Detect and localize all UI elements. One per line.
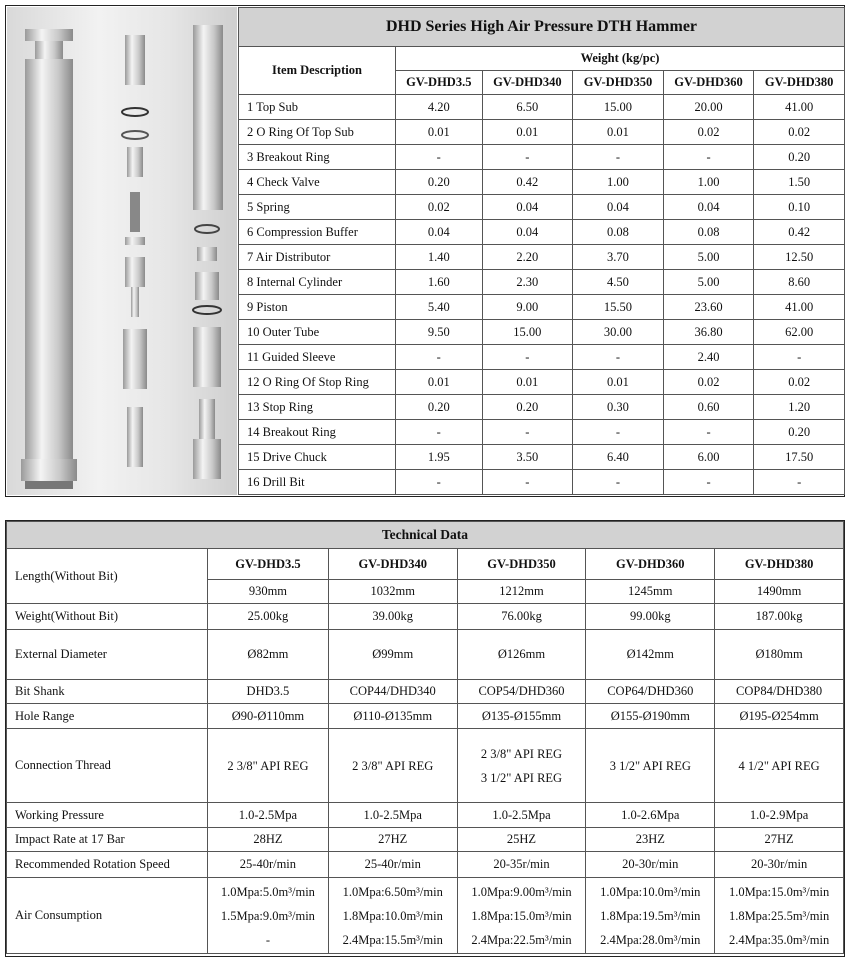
- tech-value: 187.00kg: [715, 604, 844, 630]
- weight-value: 5.00: [663, 245, 754, 270]
- weight-value: -: [396, 145, 483, 170]
- tech-value-line: 2.4Mpa:22.5m³/min: [471, 932, 572, 947]
- weight-value: 0.02: [754, 370, 845, 395]
- weight-row: [239, 295, 845, 320]
- tech-row-label: Hole Range: [7, 704, 208, 729]
- weight-value: 0.01: [396, 370, 483, 395]
- weight-value: 1.60: [396, 270, 483, 295]
- tech-value: 25-40r/min: [208, 852, 329, 878]
- model-header: GV-DHD3.5: [396, 71, 483, 95]
- length-value: 1212mm: [457, 580, 586, 604]
- tech-value: [328, 729, 457, 803]
- tech-value: 1.0-2.9Mpa: [715, 803, 844, 828]
- tech-value-line: 1.8Mpa:19.5m³/min: [600, 908, 701, 923]
- model-header: GV-DHD360: [663, 71, 754, 95]
- tech-value: 20-30r/min: [715, 852, 844, 878]
- tech-value: Ø99mm: [328, 630, 457, 680]
- exploded-parts-right: [193, 25, 223, 479]
- tech-value: COP44/DHD340: [328, 680, 457, 704]
- tech-value: 99.00kg: [586, 604, 715, 630]
- weight-value: 5.00: [663, 270, 754, 295]
- item-description: 8 Internal Cylinder: [239, 270, 396, 295]
- air-consumption-label: Air Consumption: [7, 878, 208, 954]
- model-header: GV-DHD380: [715, 549, 844, 580]
- tech-value-line: 1.0Mpa:6.50m³/min: [342, 884, 443, 899]
- item-description: 3 Breakout Ring: [239, 145, 396, 170]
- weight-value: -: [573, 420, 664, 445]
- item-description: 15 Drive Chuck: [239, 445, 396, 470]
- item-description: 7 Air Distributor: [239, 245, 396, 270]
- weight-value: 1.00: [573, 170, 664, 195]
- length-value: 1032mm: [328, 580, 457, 604]
- weight-value: 15.50: [573, 295, 664, 320]
- weight-row: [239, 470, 845, 495]
- weight-value: 1.20: [754, 395, 845, 420]
- weight-value: 1.00: [663, 170, 754, 195]
- weight-value: 0.20: [396, 170, 483, 195]
- hammer-exploded-view-illustration: [7, 7, 237, 495]
- model-header: GV-DHD340: [328, 549, 457, 580]
- tech-value: Ø155-Ø190mm: [586, 704, 715, 729]
- weight-row: [239, 420, 845, 445]
- weight-value: 0.20: [396, 395, 483, 420]
- weight-row: [239, 95, 845, 120]
- weight-value: 8.60: [754, 270, 845, 295]
- weight-value: 20.00: [663, 95, 754, 120]
- tech-value: [457, 878, 586, 954]
- weights-table: [238, 7, 845, 495]
- connection-thread-label: Connection Thread: [7, 729, 208, 803]
- air-consumption-row: [7, 878, 844, 954]
- tech-value: Ø180mm: [715, 630, 844, 680]
- model-header: GV-DHD3.5: [208, 549, 329, 580]
- weight-value: -: [754, 470, 845, 495]
- weight-value: 23.60: [663, 295, 754, 320]
- tech-value: [208, 878, 329, 954]
- tech-value-line: 1.0Mpa:9.00m³/min: [471, 884, 572, 899]
- weight-value: 9.00: [482, 295, 573, 320]
- technical-data-panel: [5, 520, 845, 957]
- item-description: 1 Top Sub: [239, 95, 396, 120]
- weight-value: 3.50: [482, 445, 573, 470]
- length-label: Length(Without Bit): [7, 549, 208, 604]
- weight-value: 2.20: [482, 245, 573, 270]
- tech-row: [7, 630, 844, 680]
- weight-row: [239, 345, 845, 370]
- tech-value-line: 1.8Mpa:25.5m³/min: [728, 908, 830, 923]
- weight-value: 0.60: [663, 395, 754, 420]
- tech-value-line: 1.5Mpa:9.0m³/min: [220, 908, 315, 923]
- tech-row: [7, 604, 844, 630]
- tech-value-line: 3 1/2" API REG: [480, 770, 563, 785]
- weight-value: 6.40: [573, 445, 664, 470]
- weight-value: 15.00: [573, 95, 664, 120]
- tech-value-line: 1.0Mpa:5.0m³/min: [220, 884, 315, 899]
- tech-value: 25.00kg: [208, 604, 329, 630]
- tech-value-line: 2.4Mpa:28.0m³/min: [600, 932, 701, 947]
- tech-value-line: 1.0Mpa:10.0m³/min: [600, 884, 701, 899]
- tech-value: Ø126mm: [457, 630, 586, 680]
- item-description: 11 Guided Sleeve: [239, 345, 396, 370]
- weight-value: 0.04: [663, 195, 754, 220]
- weight-value: 36.80: [663, 320, 754, 345]
- weight-value: -: [573, 345, 664, 370]
- tech-value-line: 1.8Mpa:15.0m³/min: [471, 908, 572, 923]
- weight-value: 0.04: [573, 195, 664, 220]
- tech-value-line: 2.4Mpa:15.5m³/min: [342, 932, 443, 947]
- tech-value: 1.0-2.5Mpa: [328, 803, 457, 828]
- weight-value: 2.30: [482, 270, 573, 295]
- tech-value-line: -: [265, 932, 270, 947]
- tech-value: [715, 878, 844, 954]
- weights-table-body: [239, 95, 845, 495]
- weight-value: -: [573, 145, 664, 170]
- tech-value: 27HZ: [328, 828, 457, 852]
- weight-value: -: [573, 470, 664, 495]
- weight-value: 3.70: [573, 245, 664, 270]
- weight-value: -: [482, 470, 573, 495]
- weight-value: 0.01: [482, 120, 573, 145]
- tech-value: 28HZ: [208, 828, 329, 852]
- tech-value: COP54/DHD360: [457, 680, 586, 704]
- weight-row: [239, 195, 845, 220]
- weight-value: -: [663, 145, 754, 170]
- tech-value: [328, 878, 457, 954]
- item-description: 5 Spring: [239, 195, 396, 220]
- tech-value: Ø110-Ø135mm: [328, 704, 457, 729]
- tech-row-label: Recommended Rotation Speed: [7, 852, 208, 878]
- tech-value: 20-30r/min: [586, 852, 715, 878]
- tech-value: Ø82mm: [208, 630, 329, 680]
- weight-value: 5.40: [396, 295, 483, 320]
- exploded-parts-left: [122, 35, 148, 467]
- weights-table-title: DHD Series High Air Pressure DTH Hammer: [239, 8, 845, 47]
- weight-value: 41.00: [754, 295, 845, 320]
- tech-value: COP84/DHD380: [715, 680, 844, 704]
- weight-value: 0.01: [573, 370, 664, 395]
- tech-value-line: 2 3/8" API REG: [227, 758, 309, 773]
- tech-value: 39.00kg: [328, 604, 457, 630]
- connection-thread-row: [7, 729, 844, 803]
- weight-value: 1.40: [396, 245, 483, 270]
- weight-value: 0.42: [754, 220, 845, 245]
- item-description: 2 O Ring Of Top Sub: [239, 120, 396, 145]
- tech-value: [208, 729, 329, 803]
- tech-row-label: Impact Rate at 17 Bar: [7, 828, 208, 852]
- tech-value-line: 3 1/2" API REG: [609, 758, 691, 773]
- model-header: GV-DHD340: [482, 71, 573, 95]
- item-description: 13 Stop Ring: [239, 395, 396, 420]
- weight-value: 0.30: [573, 395, 664, 420]
- weight-value: -: [482, 145, 573, 170]
- tech-value: DHD3.5: [208, 680, 329, 704]
- item-description: 16 Drill Bit: [239, 470, 396, 495]
- weight-value: 0.04: [482, 195, 573, 220]
- item-description: 12 O Ring Of Stop Ring: [239, 370, 396, 395]
- tech-value-line: 2 3/8" API REG: [480, 746, 563, 761]
- weight-value: 15.00: [482, 320, 573, 345]
- tech-row: [7, 680, 844, 704]
- item-description: 9 Piston: [239, 295, 396, 320]
- weight-value: 6.50: [482, 95, 573, 120]
- tech-row: [7, 704, 844, 729]
- tech-value: 25HZ: [457, 828, 586, 852]
- weight-row: [239, 120, 845, 145]
- tech-value-line: 1.8Mpa:10.0m³/min: [342, 908, 443, 923]
- weight-value: 0.02: [663, 120, 754, 145]
- tech-row: [7, 803, 844, 828]
- tech-row: [7, 852, 844, 878]
- weight-value: -: [396, 420, 483, 445]
- weight-value: 1.50: [754, 170, 845, 195]
- tech-value-line: 1.0Mpa:15.0m³/min: [728, 884, 830, 899]
- weight-value: -: [482, 345, 573, 370]
- item-description-header: Item Description: [239, 47, 396, 95]
- weight-value: 0.08: [573, 220, 664, 245]
- tech-rows-group-1: [7, 604, 844, 729]
- weight-value: 0.10: [754, 195, 845, 220]
- tech-value: 27HZ: [715, 828, 844, 852]
- weight-value: 0.42: [482, 170, 573, 195]
- weight-value: 12.50: [754, 245, 845, 270]
- technical-data-title: Technical Data: [7, 522, 844, 549]
- weight-row: [239, 445, 845, 470]
- weight-value: 0.20: [754, 420, 845, 445]
- weight-value: 2.40: [663, 345, 754, 370]
- weight-value: 41.00: [754, 95, 845, 120]
- tech-value: COP64/DHD360: [586, 680, 715, 704]
- tech-value: 20-35r/min: [457, 852, 586, 878]
- tech-value: [457, 729, 586, 803]
- weight-row: [239, 320, 845, 345]
- weight-value: 1.95: [396, 445, 483, 470]
- item-description: 14 Breakout Ring: [239, 420, 396, 445]
- tech-value: Ø135-Ø155mm: [457, 704, 586, 729]
- model-header: GV-DHD350: [573, 71, 664, 95]
- model-header: GV-DHD380: [754, 71, 845, 95]
- weight-value: 0.20: [754, 145, 845, 170]
- weight-row: [239, 270, 845, 295]
- weight-row: [239, 370, 845, 395]
- weight-value: 0.04: [396, 220, 483, 245]
- tech-value-line: 4 1/2" API REG: [738, 758, 820, 773]
- weight-row: [239, 395, 845, 420]
- tech-value: Ø90-Ø110mm: [208, 704, 329, 729]
- weights-panel: [5, 5, 845, 497]
- weight-value: -: [754, 345, 845, 370]
- weight-row: [239, 220, 845, 245]
- assembled-hammer: [21, 29, 77, 489]
- weight-value: 6.00: [663, 445, 754, 470]
- tech-value: 1.0-2.6Mpa: [586, 803, 715, 828]
- weight-value: 0.02: [663, 370, 754, 395]
- weight-value: 0.08: [663, 220, 754, 245]
- tech-value: 1.0-2.5Mpa: [208, 803, 329, 828]
- tech-value: 76.00kg: [457, 604, 586, 630]
- weight-value: 0.20: [482, 395, 573, 420]
- tech-value: [715, 729, 844, 803]
- weight-value: 0.01: [573, 120, 664, 145]
- tech-value: Ø195-Ø254mm: [715, 704, 844, 729]
- tech-row-label: Weight(Without Bit): [7, 604, 208, 630]
- weight-value: 4.20: [396, 95, 483, 120]
- length-value: 1490mm: [715, 580, 844, 604]
- weight-value: -: [396, 345, 483, 370]
- weight-row: [239, 170, 845, 195]
- tech-value: [586, 729, 715, 803]
- technical-data-table: [6, 521, 844, 954]
- weight-header: Weight (kg/pc): [396, 47, 845, 71]
- tech-value: 23HZ: [586, 828, 715, 852]
- tech-value-line: 2.4Mpa:35.0m³/min: [728, 932, 830, 947]
- tech-row: [7, 828, 844, 852]
- weight-value: 9.50: [396, 320, 483, 345]
- weight-row: [239, 245, 845, 270]
- tech-value: 1.0-2.5Mpa: [457, 803, 586, 828]
- tech-rows-group-2: [7, 803, 844, 878]
- weight-value: -: [396, 470, 483, 495]
- tech-value: [586, 878, 715, 954]
- tech-row-label: External Diameter: [7, 630, 208, 680]
- item-description: 10 Outer Tube: [239, 320, 396, 345]
- tech-value: Ø142mm: [586, 630, 715, 680]
- weight-value: 0.01: [396, 120, 483, 145]
- tech-value: 25-40r/min: [328, 852, 457, 878]
- weight-value: 0.02: [754, 120, 845, 145]
- weight-value: 0.01: [482, 370, 573, 395]
- weight-value: 62.00: [754, 320, 845, 345]
- weight-value: 17.50: [754, 445, 845, 470]
- length-value: 1245mm: [586, 580, 715, 604]
- tech-row-label: Bit Shank: [7, 680, 208, 704]
- hammer-parts-drawing: [7, 7, 237, 495]
- model-header: GV-DHD360: [586, 549, 715, 580]
- weight-value: 30.00: [573, 320, 664, 345]
- item-description: 6 Compression Buffer: [239, 220, 396, 245]
- length-value: 930mm: [208, 580, 329, 604]
- item-description: 4 Check Valve: [239, 170, 396, 195]
- weight-row: [239, 145, 845, 170]
- weight-value: 0.04: [482, 220, 573, 245]
- weight-value: -: [663, 470, 754, 495]
- model-header: GV-DHD350: [457, 549, 586, 580]
- weight-value: -: [482, 420, 573, 445]
- weight-value: 4.50: [573, 270, 664, 295]
- weight-value: 0.02: [396, 195, 483, 220]
- weight-value: -: [663, 420, 754, 445]
- tech-value-line: 2 3/8" API REG: [352, 758, 434, 773]
- tech-row-label: Working Pressure: [7, 803, 208, 828]
